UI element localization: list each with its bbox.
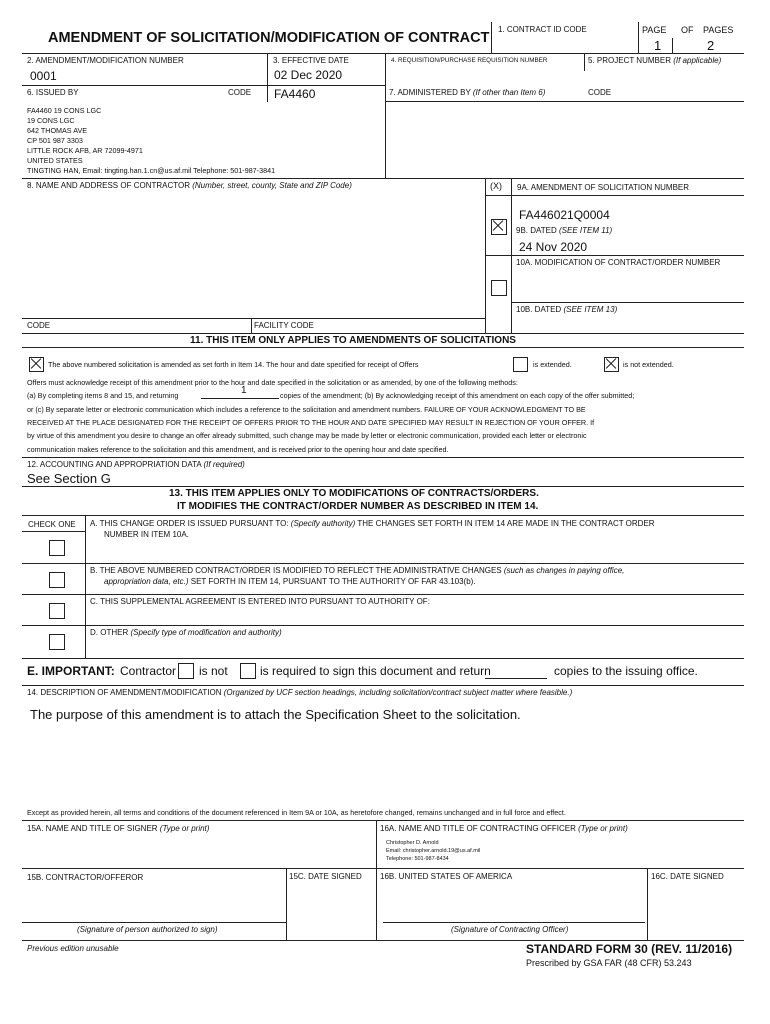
rule [22, 515, 744, 516]
option-d-text: D. OTHER (Specify type of modification and authority) [90, 628, 282, 637]
item13-heading: 13. THIS ITEM APPLIES ONLY TO MODIFICATIONS OF CONTRACTS/ORDERS. [169, 488, 539, 499]
divider [491, 22, 492, 53]
rule [485, 195, 744, 196]
divider [251, 318, 252, 333]
rule [22, 85, 385, 86]
item11-heading: 11. THIS ITEM ONLY APPLIES TO AMENDMENTS OF SOLICITATIONS [190, 335, 516, 346]
option-b-checkbox[interactable] [49, 572, 65, 588]
divider [647, 868, 648, 940]
important-label: E. IMPORTANT: [27, 664, 115, 678]
eff-date-value: 02 Dec 2020 [274, 68, 343, 82]
amend-sol-value: FA446021Q0004 [519, 208, 610, 222]
copies-blank [485, 678, 547, 679]
option-a-text: NUMBER IN ITEM 10A. [104, 530, 189, 539]
item14-value: The purpose of this amendment is to attach the Specification Sheet to the solicitation. [30, 707, 521, 722]
item14-label: 14. DESCRIPTION OF AMENDMENT/MODIFICATION (Organized by UCF section headings, including solicitation/contract subject matter where feasible.) [27, 688, 573, 697]
address-line: UNITED STATES [27, 156, 83, 165]
page-value: 1 [654, 38, 662, 53]
rule [22, 594, 744, 595]
option-d-checkbox[interactable] [49, 634, 65, 650]
amend-no-label: 2. AMENDMENT/MODIFICATION NUMBER [27, 56, 184, 65]
divider [85, 515, 86, 658]
option-a-text: A. THIS CHANGE ORDER IS ISSUED PURSUANT TO: (Specify authority) THE CHANGES SET FORTH IN ITEM 14 ARE MADE IN THE CONTRACT ORDER [90, 519, 655, 528]
rule [22, 53, 744, 54]
rule [22, 347, 744, 348]
form-name: STANDARD FORM 30 (REV. 11/2016) [526, 942, 733, 956]
option-b-text: B. THE ABOVE NUMBERED CONTRACT/ORDER IS MODIFIED TO REFLECT THE ADMINISTRATIVE CHANGES (such as changes in paying office, [90, 566, 625, 575]
pages-value: 2 [707, 38, 715, 53]
item11-para: copies of the amendment; (b) By acknowledging receipt of this amendment on each copy of the offer submitted; [280, 391, 635, 400]
previous-edition: Previous edition unusable [27, 944, 119, 953]
item11-para: RECEIVED AT THE PLACE DESIGNATED FOR THE RECEIPT OF OFFERS PRIOR TO THE HOUR AND DATE SPECIFIED MAY RESULT IN REJECTION OF YOUR OFFER. If [27, 418, 595, 427]
rule [385, 101, 744, 102]
address-line: CP 501 987 3303 [27, 136, 83, 145]
rule [22, 563, 744, 564]
important-contractor: Contractor [120, 664, 177, 678]
solicitation-amended-checkbox[interactable] [29, 357, 44, 372]
of-label: OF [681, 25, 694, 35]
is-required-label: is required to sign this document and return [260, 664, 491, 678]
is-extended-label: is extended. [533, 360, 572, 369]
form-title: AMENDMENT OF SOLICITATION/MODIFICATION OF CONTRACT [48, 30, 490, 46]
is-extended-checkbox[interactable] [513, 357, 528, 372]
amended-text: The above numbered solicitation is amended as set forth in Item 14. The hour and date specified for receipt of Offers [48, 360, 419, 369]
divider [385, 101, 386, 178]
eff-date-label: 3. EFFECTIVE DATE [273, 56, 349, 65]
is-not-label: is not [199, 664, 228, 678]
not-extended-checkbox[interactable] [604, 357, 619, 372]
page-label: PAGE [642, 25, 667, 35]
item13-heading: IT MODIFIES THE CONTRACT/ORDER NUMBER AS DESCRIBED IN ITEM 14. [177, 501, 539, 512]
rule [22, 457, 744, 458]
item11-para: (a) By completing items 8 and 15, and returning [27, 391, 179, 400]
dated-9b-label: 9B. DATED (SEE ITEM 11) [516, 226, 613, 235]
rule [22, 658, 744, 659]
officer-label: 16A. NAME AND TITLE OF CONTRACTING OFFICER (Type or print) [380, 824, 628, 833]
not-extended-label: is not extended. [623, 360, 674, 369]
dated-10b-label: 10B. DATED (SEE ITEM 13) [516, 305, 618, 314]
facility-code-label: FACILITY CODE [254, 321, 314, 330]
sig-person-caption: (Signature of person authorized to sign) [77, 925, 218, 934]
rule [22, 333, 744, 334]
rule [22, 486, 744, 487]
officer-line: Email: christopher.arnold.19@us.af.mil [386, 848, 481, 854]
check-one-label: CHECK ONE [28, 520, 76, 529]
option-c-text: C. THIS SUPPLEMENTAL AGREEMENT IS ENTERED INTO PURSUANT TO AUTHORITY OF: [90, 597, 430, 606]
signature-line [22, 922, 286, 923]
rule [22, 625, 744, 626]
item11-para: or (c) By separate letter or electronic communication which includes a reference to the solicitation and amendment numbers. FAILURE OF YOUR ACKNOWLEDGMENT TO BE [27, 405, 586, 414]
rule [485, 255, 744, 256]
pages-label: PAGES [703, 25, 734, 35]
item12-label: 12. ACCOUNTING AND APPROPRIATION DATA (If required) [27, 460, 245, 469]
req-label: 4. REQUISITION/PURCHASE REQUISITION NUMBER [391, 57, 548, 64]
x-label: (X) [490, 181, 502, 191]
item11-para: communication makes reference to the solicitation and this amendment, and is received prior to the opening hour and date specified. [27, 445, 449, 454]
code-label-8: CODE [27, 321, 51, 330]
divider [376, 820, 377, 940]
code-label-7: CODE [588, 88, 612, 97]
officer-line: Christopher D. Arnold [386, 840, 439, 846]
item12-value: See Section G [27, 471, 111, 486]
address-line: 642 THOMAS AVE [27, 126, 88, 135]
copies-underline [201, 398, 279, 399]
rule [22, 940, 744, 941]
sig-officer-caption: (Signature of Contracting Officer) [451, 925, 569, 934]
contractor-label: 8. NAME AND ADDRESS OF CONTRACTOR (Number, street, county, State and ZIP Code) [27, 181, 352, 190]
contractor-offeror-label: 15B. CONTRACTOR/OFFEROR [27, 873, 144, 882]
rule [22, 685, 744, 686]
item11-para: Offers must acknowledge receipt of this amendment prior to the hour and date specified in the solicitation or as amended, by one of the following methods: [27, 378, 518, 387]
amend-sol-label: 9A. AMENDMENT OF SOLICITATION NUMBER [517, 183, 690, 192]
option-a-checkbox[interactable] [49, 540, 65, 556]
mod-10a-label: 10A. MODIFICATION OF CONTRACT/ORDER NUMBER [516, 258, 721, 267]
code-label: CODE [228, 88, 252, 97]
administered-label: 7. ADMINISTERED BY (If other than Item 6) [389, 88, 546, 97]
rule [22, 531, 85, 532]
date-signed-16c-label: 16C. DATE SIGNED [651, 872, 724, 881]
copies-value: 1 [241, 385, 247, 396]
is-required-checkbox[interactable] [240, 663, 256, 679]
address-line: TINGTING HAN, Email: tingting.han.1.cn@us.af.mil Telephone: 501-987-3841 [27, 166, 276, 175]
divider [286, 868, 287, 940]
except-text: Except as provided herein, all terms and conditions of the document referenced in Item 9A or 10A, as heretofore changed, remains unchanged and in full force and effect. [27, 808, 566, 817]
divider [672, 38, 673, 53]
amend-no-value: 0001 [30, 69, 57, 83]
date-signed-15c-label: 15C. DATE SIGNED [289, 872, 362, 881]
10a-checkbox[interactable] [491, 280, 507, 296]
issued-by-label: 6. ISSUED BY [27, 88, 79, 97]
address-line: LITTLE ROCK AFB, AR 72099-4971 [27, 146, 143, 155]
officer-line: Telephone: 501-987-8434 [386, 856, 449, 862]
item11-para: by virtue of this amendment you desire to change an offer already submitted, such change may be made by letter or electronic communication, provided each letter or electronic [27, 431, 587, 440]
rule [22, 868, 744, 869]
option-b-text: appropriation data, etc.) SET FORTH IN ITEM 14, PURSUANT TO THE AUTHORITY OF FAR 43.103(b). [104, 577, 476, 586]
signature-line [383, 922, 645, 923]
rule [511, 302, 744, 303]
rule [22, 820, 744, 821]
copies-label: copies to the issuing office. [554, 664, 698, 678]
option-c-checkbox[interactable] [49, 603, 65, 619]
divider [638, 22, 639, 53]
signer-label: 15A. NAME AND TITLE OF SIGNER (Type or print) [27, 824, 210, 833]
address-line: 19 CONS LGC [27, 116, 75, 125]
usa-label: 16B. UNITED STATES OF AMERICA [380, 872, 513, 881]
dated-9b-value: 24 Nov 2020 [519, 240, 588, 254]
divider [385, 53, 386, 102]
address-line: FA4460 19 CONS LGC [27, 106, 102, 115]
is-not-checkbox[interactable] [178, 663, 194, 679]
prescribed-text: Prescribed by GSA FAR (48 CFR) 53.243 [526, 958, 692, 968]
project-label: 5. PROJECT NUMBER (If applicable) [588, 56, 722, 65]
rule [22, 178, 744, 179]
code-value: FA4460 [274, 87, 316, 101]
rule [22, 318, 485, 319]
divider [584, 53, 585, 71]
contract-id-label: 1. CONTRACT ID CODE [498, 25, 587, 34]
divider [267, 53, 268, 102]
9a-checkbox-checked[interactable] [491, 219, 507, 235]
